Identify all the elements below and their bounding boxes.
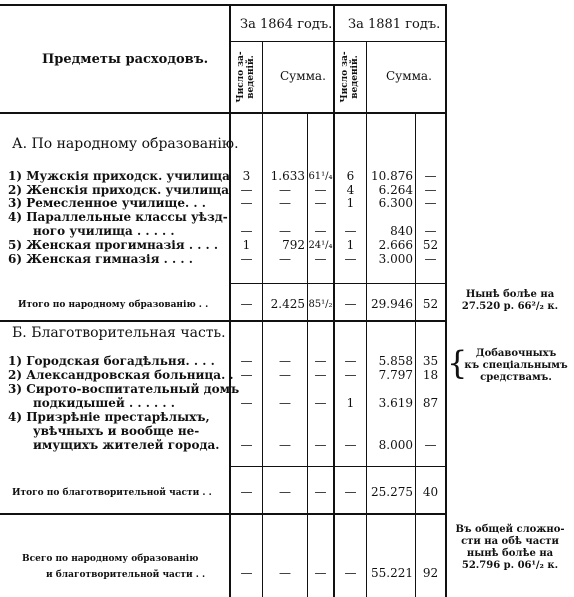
row-a3-count64: — [240, 196, 253, 210]
row-a3-label: 3) Ремесленное училище. . . [8, 196, 206, 210]
row-a6-count81: — [344, 252, 357, 266]
section-b-note-brace: { [447, 344, 468, 382]
row-b2-count64: — [240, 368, 253, 382]
grand-total-label: Всего по народному образованію [22, 554, 199, 564]
section-a-total-sum64: 2.425 [270, 297, 305, 311]
row-a6-sum81: 3.000 [378, 252, 413, 266]
row-b2-kop81: 18 [422, 368, 439, 382]
rule-top [0, 4, 446, 6]
header-year-1881: За 1881 годъ. [348, 17, 441, 32]
section-a-note-line1: Нынѣ болѣе на [465, 289, 555, 300]
row-b4-label: 4) Призрѣніе престарѣлыхъ, [8, 410, 210, 424]
row-a4-count81: — [344, 224, 357, 238]
grand-total-count81: — [344, 566, 357, 580]
rule-section-a-total [0, 320, 446, 322]
row-b3-label: 3) Сиротo-воспитательный домъ [8, 382, 240, 396]
rule-section-b-total [0, 513, 446, 515]
section-b-total-label: Итого по благотворительной части . . [12, 488, 212, 498]
row-b3-count64: — [240, 396, 253, 410]
row-b1-sum81: 5.858 [378, 354, 413, 368]
row-b4-sum81: 8.000 [378, 438, 413, 452]
row-a1-count81: 6 [346, 169, 355, 183]
row-b4-count64: — [240, 438, 253, 452]
row-a6-count64: — [240, 252, 253, 266]
row-b1-kop64: — [314, 354, 327, 368]
header-subject: Предметы расходовъ. [42, 52, 209, 67]
header-year-1864: За 1864 годъ. [240, 17, 333, 32]
row-a1-kop81: — [424, 169, 437, 183]
row-a6-label: 6) Женская гимназія . . . . [8, 252, 193, 266]
row-a3-sum64: — [279, 196, 291, 210]
row-a2-sum64: — [279, 183, 291, 197]
row-a2-kop64: — [314, 183, 327, 197]
row-a4-label: 4) Параллельные классы уѣзд- [8, 210, 228, 224]
section-b-total-sum64: — [279, 485, 291, 499]
rule-header-bottom [0, 112, 446, 114]
row-a6-kop64: — [314, 252, 327, 266]
row-a5-kop81: 52 [422, 238, 439, 252]
row-a5-label: 5) Женская прогимназія . . . . [8, 238, 219, 252]
section-b-total-kop81: 40 [422, 485, 439, 499]
row-a4-kop64: — [314, 224, 327, 238]
vrule-right [445, 4, 447, 597]
row-a2-label: 2) Женскія приходск. училища [8, 183, 229, 197]
row-a3-count81: 1 [346, 196, 355, 210]
section-a-total-kop81: 52 [422, 297, 439, 311]
row-a1-sum64: 1.633 [270, 169, 305, 183]
row-b2-kop64: — [314, 368, 327, 382]
grand-total-note [448, 524, 572, 572]
vrule-count81 [366, 41, 367, 597]
grand-total-kop81: 92 [422, 566, 439, 580]
section-a-title: А. По народному образованію. [12, 136, 239, 152]
row-a4-count64: — [240, 224, 253, 238]
row-a4-kop81: — [424, 224, 437, 238]
row-b1-count64: — [240, 354, 253, 368]
row-a5-kop64: 24¹/₄ [308, 240, 333, 251]
section-b-note-line1: Добавочныхъ [475, 348, 557, 359]
vrule-count64 [262, 41, 263, 597]
row-a2-kop81: — [424, 183, 437, 197]
row-a3-kop81: — [424, 196, 437, 210]
grand-total-label-cont: и благотворительной части . . [46, 570, 206, 580]
row-b4-kop81: — [424, 438, 437, 452]
row-b2-count81: — [344, 368, 357, 382]
row-b4-label-cont2: имущихъ жителей города. [33, 438, 220, 452]
section-a-total-kop64: 85¹/₂ [308, 299, 333, 310]
row-b3-label-cont: подкидышей . . . . . . [33, 396, 175, 410]
grand-total-note-line3: нынѣ болѣе на [466, 548, 554, 559]
row-a6-kop81: — [424, 252, 437, 266]
grand-total-sum64: — [279, 566, 291, 580]
row-a4-label-cont: ного училища . . . . . [33, 224, 175, 238]
row-b3-kop81: 87 [422, 396, 439, 410]
section-b-title: Б. Благотворительная часть. [12, 325, 226, 341]
row-a1-count64: 3 [242, 169, 251, 183]
row-a1-label: 1) Мужскія приходск. училища [8, 169, 230, 183]
grand-total-kop64: — [314, 566, 327, 580]
row-b4-sum64: — [279, 438, 291, 452]
row-a2-sum81: 6.264 [378, 183, 413, 197]
row-a4-sum64: — [279, 224, 291, 238]
grand-total-note-line1: Въ общей сложно- [455, 524, 565, 535]
section-b-note-line2: къ спеціальнымъ [464, 360, 568, 371]
row-b1-kop81: 35 [422, 354, 439, 368]
section-b-note [462, 348, 570, 384]
section-a-total-count81: — [344, 297, 357, 311]
row-b3-kop64: — [314, 396, 327, 410]
row-b2-sum81: 7.797 [378, 368, 413, 382]
row-a2-count64: — [240, 183, 253, 197]
section-b-total-count81: — [344, 485, 357, 499]
grand-total-sum81: 55.221 [371, 566, 413, 580]
row-b2-sum64: — [279, 368, 291, 382]
header-count-1881: Число за-веденій. [340, 51, 360, 103]
row-a5-count81: 1 [346, 238, 355, 252]
row-a5-count64: 1 [242, 238, 251, 252]
row-a1-kop64: 61¹/₄ [308, 171, 333, 182]
grand-total-note-line4: 52.796 р. 06¹/₂ к. [461, 560, 559, 571]
grand-total-note-line2: сти на обѣ части [461, 536, 559, 547]
row-a5-sum81: 2.666 [378, 238, 413, 252]
row-a6-sum64: — [279, 252, 291, 266]
section-a-total-count64: — [240, 297, 253, 311]
header-sum-1864: Сумма. [280, 69, 326, 83]
row-b1-label: 1) Городская богадѣльня. . . . [8, 354, 215, 368]
row-b3-count81: 1 [346, 396, 355, 410]
row-a4-sum81: 840 [390, 224, 413, 238]
section-b-total-count64: — [240, 485, 253, 499]
section-a-total-sum81: 29.946 [371, 297, 413, 311]
section-b-total-sum81: 25.275 [371, 485, 413, 499]
row-b4-label-cont: увѣчныхъ и вообще не- [33, 424, 200, 438]
row-b4-count81: — [344, 438, 357, 452]
grand-total-count64: — [240, 566, 253, 580]
row-a2-count81: 4 [346, 183, 355, 197]
row-b3-sum81: 3.619 [378, 396, 413, 410]
row-a3-sum81: 6.300 [378, 196, 413, 210]
row-b1-count81: — [344, 354, 357, 368]
section-a-note-line2: 27.520 р. 66²/₂ к. [461, 301, 559, 312]
section-a-note [449, 289, 571, 313]
row-a1-sum81: 10.876 [371, 169, 413, 183]
row-a5-sum64: 792 [282, 238, 305, 252]
section-b-total-kop64: — [314, 485, 327, 499]
section-b-note-line3: средствамъ. [480, 372, 552, 383]
row-b2-label: 2) Александровская больница. . [8, 368, 234, 382]
header-count-1864: Число за-веденій. [236, 51, 256, 103]
section-a-total-label: Итого по народному образованію . . [18, 300, 209, 310]
header-sum-1881: Сумма. [386, 69, 432, 83]
row-b1-sum64: — [279, 354, 291, 368]
row-b4-kop64: — [314, 438, 327, 452]
row-b3-sum64: — [279, 396, 291, 410]
row-a3-kop64: — [314, 196, 327, 210]
